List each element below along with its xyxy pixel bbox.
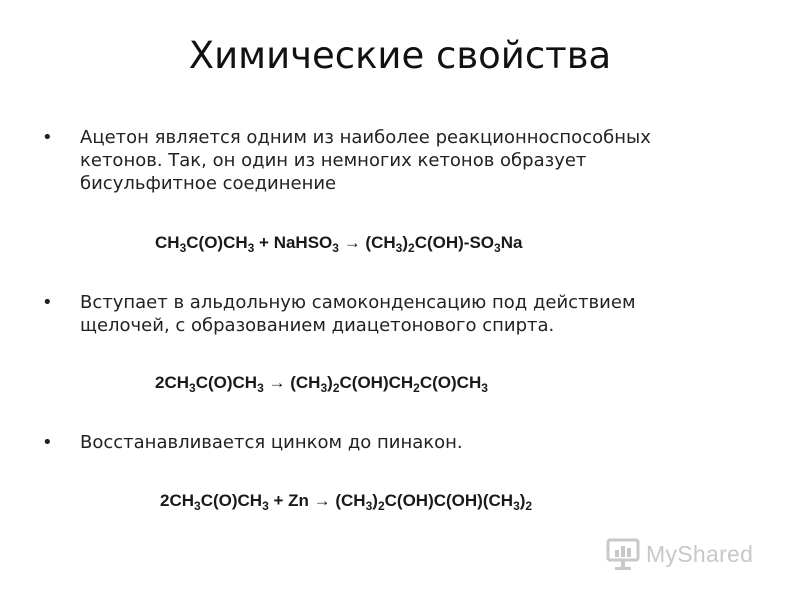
eq-part: → (CH (263, 373, 321, 392)
eq-part: 2CH (155, 373, 190, 392)
bullet-item (42, 291, 722, 337)
bullet-dot: • (42, 292, 53, 313)
slide-title: Химические свойства (188, 34, 612, 77)
bullet-text: Восстанавливается цинком до пинакон. (80, 432, 463, 453)
eq-part: C(O)CH (195, 373, 258, 392)
eq-part: ) (519, 491, 526, 510)
eq-part: C(O)CH (200, 491, 263, 510)
eq-sub: 3 (247, 241, 255, 255)
bullet-text: Ацетон является одним из наиболее реакционноспособных кетонов. Так, он один из немногих кетонов образует бисульфитное соединение (80, 127, 651, 194)
eq-part: ) (402, 233, 408, 252)
eq-sub: 3 (194, 499, 201, 513)
eq-sub: 2 (525, 499, 533, 513)
eq-sub: 3 (189, 381, 196, 395)
myshared-logo-icon (606, 538, 640, 570)
eq-sub: 2 (332, 381, 340, 395)
eq-sub: 3 (257, 381, 264, 395)
eq-sub: 2 (408, 241, 415, 255)
myshared-watermark (606, 538, 753, 570)
eq-part: C(OH)C(OH)(CH (384, 491, 514, 510)
eq-sub: 2 (413, 381, 420, 395)
eq-part: + NaHSO (254, 233, 333, 252)
eq-sub: 3 (320, 381, 328, 395)
bullet-dot: • (42, 127, 53, 148)
eq-part: C(O)CH (186, 233, 248, 252)
eq-part: CH (155, 233, 180, 252)
bullet-dot: • (42, 432, 53, 453)
eq-part: C(OH)-SO (414, 233, 495, 252)
eq-sub: 3 (513, 499, 520, 513)
eq-sub: 3 (481, 381, 488, 395)
eq-part: → (CH (338, 233, 396, 252)
eq-part: ) (372, 491, 378, 510)
equation (155, 233, 522, 253)
watermark-text: MyShared (646, 540, 754, 567)
eq-part: ) (327, 373, 333, 392)
bullet-item (42, 431, 722, 454)
eq-sub: 3 (332, 241, 339, 255)
equation (160, 491, 532, 511)
eq-sub: 3 (494, 241, 501, 255)
eq-sub: 3 (179, 241, 187, 255)
eq-sub: 3 (365, 499, 373, 513)
equation (155, 373, 488, 393)
eq-sub: 3 (262, 499, 269, 513)
eq-part: C(OH)CH (339, 373, 414, 392)
eq-part: Na (500, 233, 523, 252)
eq-sub: 3 (395, 241, 403, 255)
eq-part: 2CH (160, 491, 195, 510)
bullet-item (42, 126, 722, 195)
eq-part: + Zn → (CH (268, 491, 366, 510)
eq-sub: 2 (377, 499, 385, 513)
bullet-text: Вступает в альдольную самоконденсацию под действием щелочей, с образованием диацетонового спирта. (80, 292, 636, 336)
eq-part: C(O)CH (419, 373, 482, 392)
